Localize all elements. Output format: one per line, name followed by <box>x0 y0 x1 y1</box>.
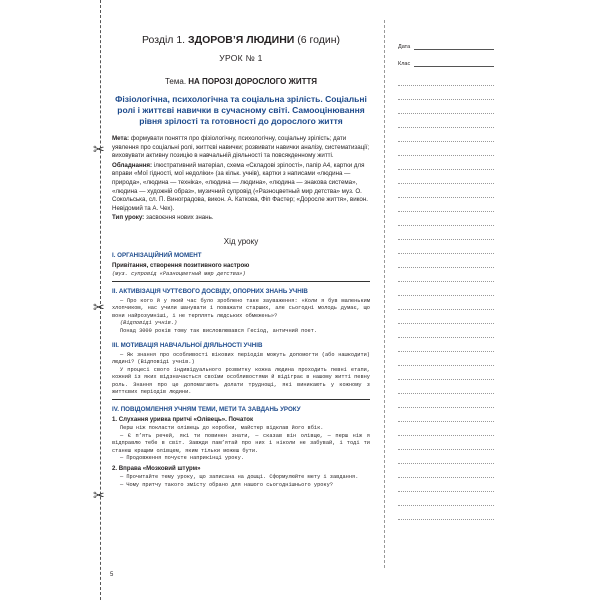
type-label: Тип уроку: <box>112 214 145 222</box>
page-number: 5 <box>110 572 114 578</box>
note-line[interactable] <box>398 184 494 198</box>
class-input-line[interactable] <box>414 60 494 67</box>
paragraph: — Чому притчу такого змісту обрано для нашого сьогоднішнього уроку? <box>120 481 333 488</box>
scissors-icon: ✂ <box>93 141 105 157</box>
note-line[interactable] <box>398 464 494 478</box>
date-label: Дата <box>398 44 411 50</box>
note-line[interactable] <box>398 436 494 450</box>
note-line[interactable] <box>398 114 494 128</box>
paragraph: — Про кого й у який час було зроблено таке зауваження: «Коли я був маленьким хлопчиком, нас учили шанувати і поважати старших, але сьогодні молодь думає, що вони найрозумніші, і не терплять людських обмежень»? <box>112 297 370 319</box>
theme-title: НА ПОРОЗІ ДОРОСЛОГО ЖИТТЯ <box>188 77 318 86</box>
answer-note: (Відповіді учнів.) <box>120 320 178 327</box>
note-line[interactable] <box>398 394 494 408</box>
lesson-number: УРОК № 1 <box>219 53 263 63</box>
section-heading: IV. ПОВІДОМЛЕННЯ УЧНЯМ ТЕМИ, МЕТИ ТА ЗАВДАНЬ УРОКУ <box>112 406 301 414</box>
note-line[interactable] <box>398 142 494 156</box>
note-line[interactable] <box>398 282 494 296</box>
note-line[interactable] <box>398 338 494 352</box>
scissors-icon: ✂ <box>93 299 105 315</box>
note-lines[interactable] <box>398 72 494 520</box>
note-line[interactable] <box>398 352 494 366</box>
note-line[interactable] <box>398 128 494 142</box>
lesson-subtitle: Фізіологічна, психологічна та соціальна зрілість. Соціальні ролі і життєві навички в сучасному світі. Самооцінювання рівня зрілості та готовності до дорослого життя <box>115 94 367 126</box>
section-subheading: 1. Слухання уривка притчі «Олівець». Початок <box>112 416 254 424</box>
notes-column <box>398 38 494 520</box>
section-heading: ІІІ. МОТИВАЦІЯ НАВЧАЛЬНОЇ ДІЯЛЬНОСТІ УЧНІВ <box>112 341 263 349</box>
date-field[interactable] <box>398 38 494 50</box>
note-line[interactable] <box>398 170 494 184</box>
note-line[interactable] <box>398 156 494 170</box>
note-line[interactable] <box>398 478 494 492</box>
note-line[interactable] <box>398 366 494 380</box>
note-line[interactable] <box>398 450 494 464</box>
paragraph: У процесі свого індивідуального розвитку кожна людина проходить певні етапи, кожний із яких відзначається своїми особливостями й відіграє в нашому житті певну роль. Знання про це допомагають долати труднощі, які виникають у кожному з життєвих періодів людини. <box>112 366 370 396</box>
note-line[interactable] <box>398 198 494 212</box>
note-line[interactable] <box>398 254 494 268</box>
section-heading: ІІ. АКТИВІЗАЦІЯ ЧУТТЄВОГО ДОСВІДУ, ОПОРНИХ ЗНАНЬ УЧНІВ <box>112 287 308 295</box>
paragraph: — Як знання про особливості вікових періодів можуть допомогти (або нашкодити) людині? (Відповіді учнів.) <box>112 351 370 366</box>
goal-text: формувати поняття про фізіологічну, психологічну, соціальну зрілість; дати уявлення про соціальні ролі, життєві навички; розвивати навички аналізу, систематизації; виховувати активну позицію в навчальній діяльності та повсякденному житті. <box>112 135 370 160</box>
section-heading: І. ОРГАНІЗАЦІЙНИЙ МОМЕНТ <box>112 251 202 259</box>
note-line[interactable] <box>398 506 494 520</box>
type-line <box>112 214 370 223</box>
note-line[interactable] <box>398 492 494 506</box>
chapter-hours: (6 годин) <box>297 34 340 46</box>
note-line[interactable] <box>398 324 494 338</box>
section-note <box>112 271 370 279</box>
equipment-text: ілюстративний матеріал, схема «Складові зрілості», папір А4, картки для вправи «Мої гідності, мої недоліки» (за кільк. учнів), картки з написами «людина — природа», «людина — техніка», «людина — людина», «людина — знакова система», «людина — художній образ», музичний супровід («Разноцветный мир детства» муз. О. Сокольська, сл. П. Виноградова, викон. А. Каткова, Фіп Фастер; «Доросле життя», викон. Невідомий та А. Чех). <box>112 161 369 212</box>
class-field[interactable] <box>398 55 494 67</box>
date-input-line[interactable] <box>414 43 494 50</box>
note-line[interactable] <box>398 86 494 100</box>
note-line[interactable] <box>398 100 494 114</box>
paragraph: — Продовження почуєте наприкінці уроку. <box>120 455 244 462</box>
note-line[interactable] <box>398 310 494 324</box>
goal-label: Мета: <box>112 135 130 142</box>
note-line[interactable] <box>398 380 494 394</box>
paragraph: Понад 3000 років тому так висловлювався Гесіод, античний поет. <box>120 327 318 334</box>
note-line[interactable] <box>398 72 494 86</box>
fold-line <box>384 20 385 568</box>
section-1 <box>112 252 370 282</box>
paragraph: — Прочитайте тему уроку, що записана на дошці. Сформулюйте мету і завдання. <box>120 474 359 481</box>
paragraph: — Є п’ять речей, які ти повинен знати, — сказав він олівцю, — перш ніж я відправлю тебе в світ. Завжди пам’ятай про них і ніколи не забувай, і тоді ти станеш кращим олівцем, яким тільки можеш бути. <box>112 432 370 454</box>
note-line[interactable] <box>398 226 494 240</box>
theme-prefix: Тема. <box>164 77 187 86</box>
scissors-icon: ✂ <box>93 487 105 503</box>
theme-heading <box>112 77 370 86</box>
chapter-prefix: Розділ 1. <box>141 34 186 46</box>
course-title: Хід уроку <box>223 236 259 246</box>
note-line[interactable] <box>398 212 494 226</box>
note-line[interactable] <box>398 240 494 254</box>
paragraph <box>112 320 370 328</box>
section-subheading: Привітання, створення позитивного настрою <box>112 261 250 269</box>
section-3 <box>112 342 370 401</box>
paragraph: Перш ніж покласти олівець до коробки, майстер відклав його вбік. <box>120 425 324 432</box>
chapter-title: ЗДОРОВ’Я ЛЮДИНИ <box>188 34 295 46</box>
lesson-content <box>112 34 370 489</box>
class-label: Клас <box>398 61 411 67</box>
equipment-label: Обладнання: <box>112 161 153 169</box>
section-divider <box>112 399 370 400</box>
equipment-line <box>112 162 370 214</box>
note-line[interactable] <box>398 422 494 436</box>
section-4 <box>112 406 370 489</box>
music-note: (муз. супровід «Разноцветный мир детства») <box>112 270 246 277</box>
section-2 <box>112 288 370 336</box>
note-line[interactable] <box>398 268 494 282</box>
section-divider <box>112 281 370 282</box>
note-line[interactable] <box>398 408 494 422</box>
type-text: засвоєння нових знань. <box>145 214 214 222</box>
note-line[interactable] <box>398 296 494 310</box>
lesson-meta <box>112 135 370 223</box>
goal-line <box>112 135 370 161</box>
section-subheading: 2. Вправа «Мозковий штурм» <box>112 465 201 473</box>
chapter-heading <box>112 34 370 47</box>
